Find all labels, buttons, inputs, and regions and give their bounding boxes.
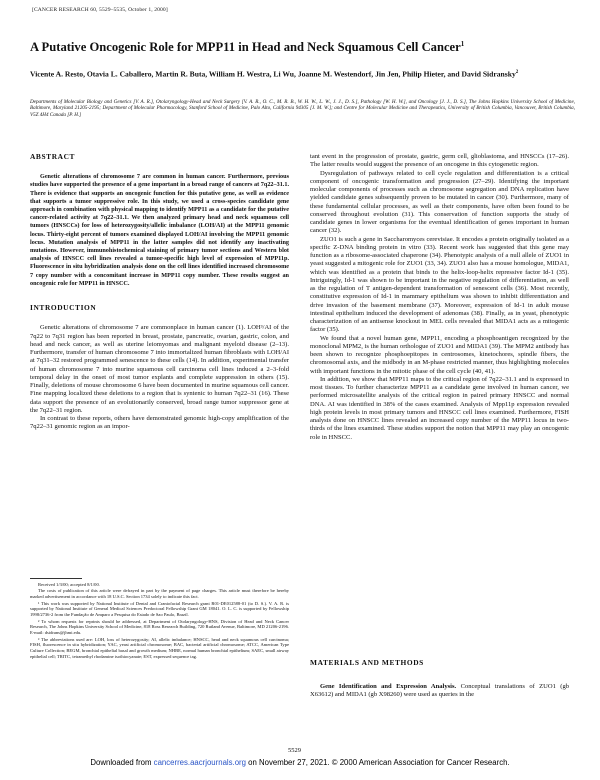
footnotes (30, 582, 289, 660)
authors-text: Vicente A. Resto, Otavia L. Caballero, Martin R. Buta, William H. Westra, Li Wu, Joanne M. Westendorf, Jin Jen, Philip Hieter, and David Sidransky (30, 69, 516, 79)
body-paragraph: ZUO1 is such a gene in Saccharomyces cerevisiae. It encodes a protein originally isolated as a specific Z-DNA binding protein in vitro (33). Recent work has suggested that this gene may function as a ribosome-associated chaperone (34). Phenotypic analysis of a null allele of ZUO1 in yeast suggested a mitogenic role for ZUO1 (33, 34). ZUO1 also has a mouse homologue, MIDA1, which was identified as a protein that binds to the helix-loop-helix repressive factor Id-1 (35). Intriguingly, Id-1 was shown to be important in the negative regulation of differentiation, as well as the regulation of T antigen-dependent transformation of senescent cells (36). Most recently, constitutive expression of Id-1 in mammary epithelium was shown to inhibit differentiation and drive invasion of the basement membrane (37). Moreover, expression of Id-1 in adult mouse intestinal epithelium induced the development of adenomas (38). Finally, as in yeast, phenotypic characterization of an antisense knockout in MEL cells revealed that MIDA1 acts as a mitogenic factor (35). (310, 235, 569, 334)
methods-text: Conceptual translations of ZUO1 (gb X63612) and MIDA1 (gb X98260) were used as queries in the (310, 683, 570, 699)
article-title (30, 40, 575, 55)
page-number: 5529 (288, 747, 301, 754)
journal-link[interactable]: cancerres.aacrjournals.org (153, 758, 246, 767)
footnote: ³ The abbreviations used are: LOH, loss of heterozygosity; AI, allelic imbalance; HNSCC, head and neck squamous cell carcinoma; FISH, fluorescence in situ hybridization; YAC, yeast artificial chromosome; BAC, bacterial artificial chromosome; ATCC, American Type Culture Collection; BEGM, bronchial epithelial basal and growth medium; NHBE, normal human bronchial epithelium; SAEC, small airway epithelial cell; TRITC, tetramethyl rhodamine isothiocyanate; EST, expressed sequence tag. (30, 636, 289, 660)
footnote: The costs of publication of this article were defrayed in part by the payment of page charges. This article must therefore be hereby marked advertisement in accordance with 18 U.S.C. Section 1734 solely to indicate this fact. (30, 588, 289, 600)
body-paragraph: Dysregulation of pathways related to cell cycle regulation and differentiation is a critical component of oncogenic transformation and progression (27–29). Identifying the important molecular components of processes such as chromosome segregation and DNA replication have yielded candidate genes subsequently proven to be mutated in cancer (30). Furthermore, many of these fundamental cellular processes, as well as their components, have often been found to be conserved throughout evolution (31). This conservation of function supports the study of candidate genes in lower organisms for the eventual identification of genes important in human cancer (32). (310, 169, 569, 235)
introduction-heading: INTRODUCTION (30, 303, 97, 313)
abstract-heading: ABSTRACT (30, 152, 76, 161)
footnote-divider (30, 578, 82, 579)
download-suffix: on November 27, 2021. © 2000 American Association for Cancer Research. (248, 758, 510, 767)
download-notice (30, 759, 570, 768)
title-footnote-mark: 1 (460, 40, 465, 48)
left-column (30, 153, 289, 432)
running-head: [CANCER RESEARCH 60, 5529–5535, October 1, 2000] (32, 7, 168, 13)
body-paragraph: tant event in the progression of prostate, gastric, germ cell, glioblastoma, and HNSCCs (17–26). The latter results would suggest the presence of an oncogene in this cytogenetic region. (310, 153, 569, 169)
methods-subheading: Gene Identification and Expression Analysis. (320, 683, 457, 690)
affiliations: Departments of Molecular Biology and Genetics [V. A. R.], Otolaryngology-Head and Neck Surgery [V. A. R., O. C., M. R. B., W. H. W., L. W., J. J., D. S.], Pathology [W. H. W.], and Oncology [J. J., D. S.], The Johns Hopkins University School of Medicine, Baltimore, Maryland 21205-2195; Department of Molecular Pharmacology, Stanford School of Medicine, Palo Alto, California 94305 [J. M. W.]; and Centre for Molecular Medicine and Therapeutics, University of British Columbia, Vancouver, British Columbia, V5Z 4H4 Canada [P. H.] (30, 99, 575, 118)
footnote: Received 1/3/00; accepted 8/1/00. (38, 582, 100, 587)
intro-paragraph: Genetic alterations of chromosome 7 are commonplace in human cancer (1). LOH³/AI of the 7q22 to 7q31 region has been reported in breast, prostate, pancreatic, ovarian, gastric, colon, and head and neck cancer, as well as uterine leiomyomas and malignant myeloid disease (2–13). Furthermore, transfer of human chromosome 7 into immortalized human fibroblasts with LOH/AI at 7q31–32 restored programmed senescence to these cells (14). In addition, experimental transfer of human chromosome 7 into murine squamous cell carcinoma cell lines induced a 2–3-fold temporal delay in the onset of most tumor explants and complete suppression in others (15). Finally, deletions of mouse chromosome 6 have been documented in murine squamous cell cancer. Fine mapping localized these deletions to a region that is syntenic to human 7q22–31 (16). These data support the presence of an evolutionarily conserved, broad range tumor suppressor gene at the 7q22–31 region. (30, 324, 289, 414)
footnote: ² To whom requests for reprints should be addressed, at Department of Otolaryngology-HNS, Division of Head and Neck Cancer Research, The Johns Hopkins University School of Medicine, 818 Ross Research Building, 720 Rutland Avenue, Baltimore, MD 21206-2196. E-mail: dsidrans@jhmi.edu. (30, 618, 289, 636)
methods-paragraph (310, 683, 569, 700)
title-text: A Putative Oncogenic Role for MPP11 in Head and Neck Squamous Cell Cancer (30, 40, 461, 55)
author-list (30, 68, 575, 80)
download-prefix: Downloaded from (90, 758, 152, 767)
abstract-text: Genetic alterations of chromosome 7 are common in human cancer. Furthermore, previous studies have supported the presence of a gene important in a broad range of cancers at 7q22–31.1. There is evidence that supports an oncogenic function for this putative gene, as well as evidence that supports a tumor suppressive role. In this study, we used a cross-species candidate gene approach in combination with physical mapping to identify MPP11 as a candidate for the putative cancer-related activity at 7q22–31.1. We then analyzed primary head and neck squamous cell tumors (HNSCCs) for loss of heterozygosity/allelic imbalance (LOH/AI) at the MPP11 genomic locus. Thirty-eight percent of tumors examined displayed LOH/AI involving the MPP11 genomic locus. Mutation analysis of MPP11 in the latter samples did not identify any inactivating mutations. However, immunohistochemical staining of primary tumor sections and Western blot analysis of HNSCC cell lines revealed a tumor-specific high level of expression of MPP11p. Fluorescence in situ hybridization analysis done on the cell lines identified increased chromosome 7 copy number with a concomitant increase in MPP11 copy number. These results suggest an oncogenic role for MPP11 in HNSCC. (30, 173, 289, 287)
methods-heading: MATERIALS AND METHODS (310, 658, 424, 667)
body-paragraph: We found that a novel human gene, MPP11, encoding a phosphoantigen recognized by the monoclonal MPM2, is the human orthologue of ZUO1 and MIDA1 (39). The MPM2 antibody has been shown to recognize phosphoepitopes in centrosomes, kinetochores, spindle fibers, the chromosomal axis, and the midbody in an M-phase restricted manner, thus highlighting molecules with important functions in the mitotic phase of the cell cycle (40, 41). (310, 334, 569, 375)
body-paragraph: In addition, we show that MPP11 maps to the critical region of 7q22–31.1 and is expressed in most tissues. To further characterize MPP11 as a candidate gene involved in human cancer, we performed microsatellite analysis of the critical region in paired primary HNSCC and normal DNA. AI was identified in 38% of the cases examined. Analysis of Mpp11p expression revealed high protein levels in most primary tumors and HNSCC cell lines examined. Furthermore, FISH analysis done on HNSCC lines revealed an increased copy number of the MPP11 locus in two-thirds of the lines examined. These studies support the notion that MPP11 may play an oncogenic role in HNSCC. (310, 375, 569, 441)
footnote: ¹ This work was supported by National Institute of Dental and Craniofacial Research grant R01-DE012588-01 (to D. S.). V. A. R. is supported by National Institute of General Medical Sciences Predoctoral Fellowship Grant GM 18041. O. L. C. is supported by Fellowship 1998/2736-2 from the Fundação de Amparo a Pesquisa do Estado de Sao Paulo, Brazil. (30, 600, 289, 618)
intro-paragraph: In contrast to these reports, others have demonstrated genomic high-copy amplification of the 7q22–31 genomic region as an impor- (30, 415, 289, 431)
authors-footnote-mark: 2 (515, 70, 519, 75)
right-column (310, 153, 569, 442)
